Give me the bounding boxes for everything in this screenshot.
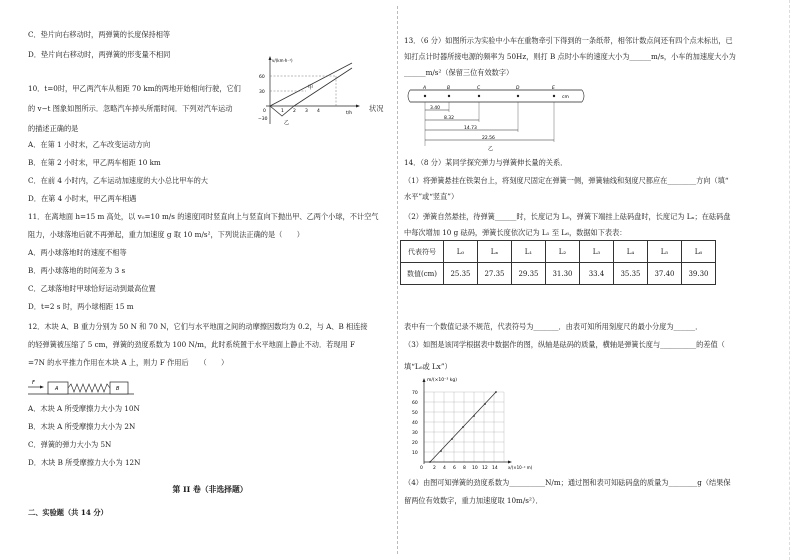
table-row: [401, 263, 716, 285]
q10-xlabel: t/h: [346, 111, 353, 116]
graph-ytick: 50: [412, 411, 418, 416]
q10-option-c: C．在前 4 小时内，乙车运动加速度的大小总比甲车的大: [28, 176, 208, 185]
q10-vt-graph: [258, 54, 366, 130]
q10-xtick: 4: [317, 109, 320, 114]
graph-ylabel: m/(×10⁻³ kg): [427, 378, 457, 383]
q10-xtick: 3: [305, 109, 308, 114]
column-divider: [397, 6, 398, 554]
q14-p2-line-1: （2）弹簧自然悬挂，待弹簧______时，长度记为 L₀，弹簧下端挂上砝码盘时，长度记为 Lₓ；在砝码盘: [404, 212, 731, 221]
q14-p2-line-2: 中每次增加 10 g 砝码，弹簧长度依次记为 L₁ 至 L₆，数据如下表表：: [404, 228, 627, 237]
table-header-cell: 数值(cm): [401, 263, 444, 285]
table-cell: 35.35: [614, 263, 648, 285]
q13-text-line-2: 知打点计时器所接电源的频率为 50Hz，则打 B 点时小车的速度大小为______m/s，小车的加速度大小为: [404, 52, 736, 61]
tape-point-e: [552, 85, 555, 97]
block-a-label: A: [55, 386, 59, 392]
q14-mass-length-graph: [404, 376, 544, 472]
q9-option-c: C．垫片向右移动时，两弹簧的长度保持相等: [28, 30, 171, 39]
table-cell: 33.4: [580, 263, 614, 285]
svg-text:C: C: [477, 86, 481, 91]
q12-spring-figure: [28, 374, 134, 396]
q12-text-line-3: =7N 的水平推力作用在木块 A 上，则力 F 作用后 （ ）: [28, 358, 229, 367]
graph-xtick: 12: [482, 466, 488, 471]
table-cell: L₃: [580, 241, 614, 263]
tape-dim: 22.56: [482, 136, 495, 141]
graph-xtick: 10: [472, 466, 478, 471]
tape-point-d: [516, 85, 520, 97]
q11-text-line-1: 11．在离地面 h=15 m 高处，以 v₀=10 m/s 的速度同时竖直向上与竖直向下抛出甲、乙两个小球，不计空气: [28, 212, 379, 221]
graph-ytick: 60: [412, 401, 418, 406]
q10-ytick: 0: [263, 109, 266, 114]
q11-option-d: D．t=2 s 时，两小球相距 15 m: [28, 302, 134, 311]
q10-ylabel: v/(km·h⁻¹): [272, 58, 293, 63]
block-b-label: B: [116, 386, 120, 392]
q14-p4-line-1: （4）由图可知弹簧的劲度系数为__________N/m；通过图和表可知砝码盘的质量为________g（结果保: [404, 478, 731, 487]
tape-point-a: [422, 85, 426, 97]
q11-option-b: B．两小球落地的时间差为 3 s: [28, 266, 126, 275]
tape-point-c: [477, 85, 481, 97]
tape-point-b: [447, 85, 450, 97]
svg-text:B: B: [447, 86, 451, 91]
q10-ytick: 60: [259, 75, 265, 80]
q10-ytick: 30: [259, 90, 265, 95]
graph-ytick: 30: [412, 431, 418, 436]
q11-option-c: C．乙球落地时甲球恰好运动到最高位置: [28, 284, 156, 293]
q11-option-a: A．两小球落地时的速度不相等: [28, 248, 127, 257]
tape-dim: 3.40: [430, 106, 441, 111]
q10-label-yi: 乙: [284, 120, 290, 126]
graph-ytick: 70: [412, 391, 418, 396]
q12-text-line-2: 的轻弹簧被压缩了 5 cm，弹簧的劲度系数为 100 N/m，此时系统置于水平地面上静止不动．若现用 F: [28, 340, 356, 349]
table-cell: L₀: [444, 241, 478, 263]
graph-ytick: 40: [412, 421, 418, 426]
tape-dim: 14.73: [464, 126, 477, 131]
graph-origin: 0: [420, 466, 423, 471]
q12-text-line-1: 12．木块 A、B 重力分别为 50 N 和 70 N，它们与水平地面之间的动摩擦因数均为 0.2，与 A、B 相连接: [28, 322, 368, 331]
q14-p4-line-2: 留两位有效数字，重力加速度取 10m/s²）．: [404, 496, 543, 505]
q12-option-a: A．木块 A 所受摩擦力大小为 10N: [28, 404, 140, 413]
part2-title: 第 II 卷（非选择题）: [172, 485, 248, 494]
q14-intro: 14．（8 分）某同学探究弹力与弹簧伸长量的关系．: [404, 158, 568, 167]
q10-text-line-3: 的描述正确的是: [28, 124, 79, 133]
spring: [68, 384, 110, 392]
svg-text:D: D: [516, 86, 520, 91]
q12-option-c: C．弹簧的弹力大小为 5N: [28, 440, 112, 449]
table-cell: L₄: [614, 241, 648, 263]
table-cell: 29.35: [512, 263, 546, 285]
q12-option-d: D．木块 B 所受摩擦力大小为 12N: [28, 458, 141, 467]
q10-side-text: 状况: [369, 104, 384, 113]
graph-ytick: 10: [412, 451, 418, 456]
q13-text-line-3: ______m/s²（保留三位有效数字）: [404, 68, 514, 77]
table-cell: 31.30: [546, 263, 580, 285]
graph-xtick: 14: [492, 466, 498, 471]
table-cell: 39.30: [682, 263, 716, 285]
graph-xtick: 6: [453, 466, 456, 471]
q13-paper-tape: [406, 84, 586, 152]
q10-ytick: −30: [258, 117, 268, 122]
q9-option-d: D．垫片向右移动时，两弹簧的形变量不相同: [28, 50, 171, 59]
q10-option-b: B．在第 2 小时末，甲乙两车相距 10 km: [28, 158, 161, 167]
graph-xlabel: x/(×10⁻² m): [508, 465, 533, 470]
spring-data-table: [400, 240, 716, 285]
q14-p3-line-2: 填“L₀或 Lx”）: [404, 362, 452, 371]
svg-text:E: E: [552, 86, 555, 91]
table-cell: L₁: [512, 241, 546, 263]
tape-dim: 8.32: [444, 116, 455, 121]
graph-xtick: 8: [463, 466, 466, 471]
binding-gutter: [789, 0, 794, 560]
graph-ytick: 20: [412, 441, 418, 446]
table-row: [401, 241, 716, 263]
q14-p1-line-1: （1）将弹簧悬挂在铁架台上，将刻度尺固定在弹簧一侧，弹簧轴线和刻度尺都应在________方向（填“: [404, 176, 729, 185]
q10-option-a: A．在第 1 小时末，乙车改变运动方向: [28, 140, 151, 149]
q10-xtick: 2: [293, 109, 296, 114]
q14-p3-line-1: （3）如图是该同学根据表中数据作的图，纵轴是砝码的质量，横轴是弹簧长度与__________的差值（: [404, 340, 725, 349]
graph-xtick: 4: [443, 466, 446, 471]
tape-caption: 乙: [488, 146, 494, 152]
table-cell: 27.35: [478, 263, 512, 285]
table-cell: L₅: [648, 241, 682, 263]
q10-xtick: 1: [281, 109, 284, 114]
q14-p2b: 表中有一个数值记录不规范，代表符号为_______．由表可知所用刻度尺的最小分度为______．: [404, 322, 703, 331]
table-cell: L₆: [682, 241, 716, 263]
q10-text-line-2: 的 v−t 图象如图所示．忽略汽车掉头所需时间．下列对汽车运动: [28, 104, 233, 113]
graph-xtick: 2: [433, 466, 436, 471]
table-cell: 25.35: [444, 263, 478, 285]
q10-label-jia: 甲: [308, 85, 314, 91]
q13-text-line-1: 13．（6 分）如图所示为实验中小车在重物牵引下得到的一条纸带，相邻计数点间还有四个点未标出，已: [404, 36, 733, 45]
q14-p1-line-2: 水平”或“竖直”）: [404, 192, 459, 201]
force-label: F: [32, 380, 35, 386]
q10-text-line-1: 10．t=0时，甲乙两汽车从相距 70 km的两地开始相向行驶，它们: [28, 84, 241, 93]
table-cell: Lₓ: [478, 241, 512, 263]
table-cell: L₂: [546, 241, 580, 263]
section-title: 二、实验题（共 14 分）: [28, 508, 108, 517]
q12-option-b: B．木块 A 所受摩擦力大小为 2N: [28, 422, 136, 431]
q10-option-d: D．在第 4 小时末，甲乙两车相遇: [28, 194, 137, 203]
svg-text:A: A: [423, 86, 427, 91]
table-header-cell: 代表符号: [401, 241, 444, 263]
q11-text-line-2: 阻力，小球落地后就不再弹起，重力加速度 g 取 10 m/s²，下列说法正确的是（ ）: [28, 230, 304, 239]
table-cell: 37.40: [648, 263, 682, 285]
tape-unit: cm: [562, 95, 569, 100]
